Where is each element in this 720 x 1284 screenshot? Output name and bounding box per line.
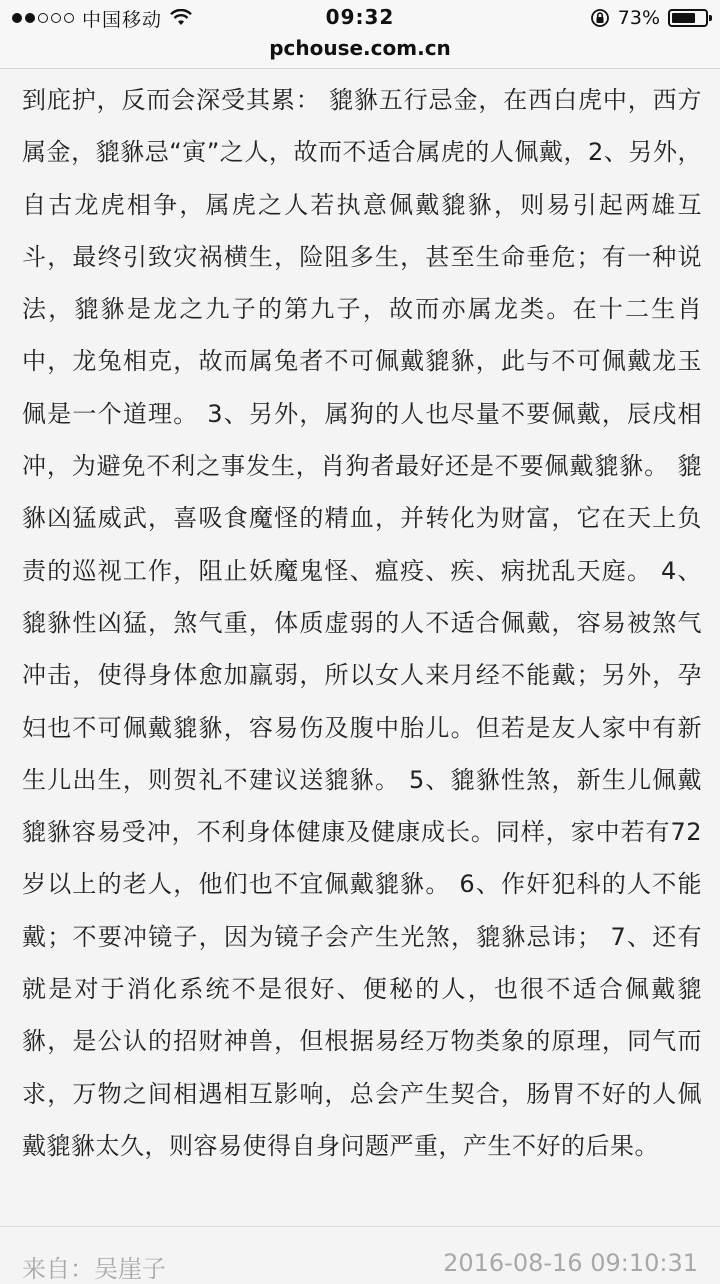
status-bar <box>0 0 720 36</box>
post-timestamp: 2016-08-16 09:10:31 <box>443 1249 698 1277</box>
battery-percentage: 73% <box>617 7 660 29</box>
url-text: pchouse.com.cn <box>269 36 451 60</box>
orientation-lock-icon <box>590 8 610 28</box>
post-footer <box>0 1226 720 1281</box>
status-right <box>590 6 708 30</box>
author-source[interactable]: 来自：吴崖子 <box>22 1255 166 1283</box>
carrier-name: 中国移动 <box>82 8 163 31</box>
article-body <box>22 74 702 1172</box>
address-bar[interactable] <box>0 36 720 69</box>
clock: 09:32 <box>325 5 395 29</box>
article-text: 到庇护，反而会深受其累： 貔貅五行忌金，在西白虎中，西方属金，貔貅忌“寅”之人，故而不适合属虎的人佩戴，2、另外，自古龙虎相争，属虎之人若执意佩戴貔貅，则易引起两雄互斗，最终引致灾祸横生，险阻多生，甚至生命垂危；有一种说法，貔貅是龙之九子的第九子，故而亦属龙类。在十二生肖中，龙兔相克，故而属兔者不可佩戴貔貅，此与不可佩戴龙玉佩是一个道理。 3、另外，属狗的人也尽量不要佩戴，辰戌相冲，为避免不利之事发生，肖狗者最好还是不要佩戴貔貅。 貔貅凶猛威武，喜吸食魔怪的精血，并转化为财富，它在天上负责的巡视工作，阻止妖魔鬼怪、瘟疫、疾、病扰乱天庭。 4、貔貅性凶猛，煞气重，体质虚弱的人不适合佩戴，容易被煞气冲击，使得身体愈加羸弱，所以女人来月经不能戴；另外，孕妇也不可佩戴貔貅，容易伤及腹中胎儿。但若是友人家中有新生儿出生，则贺礼不建议送貔貅。 5、貔貅性煞，新生儿佩戴貔貅容易受冲，不利身体健康及健康成长。同样，家中若有72岁以上的老人，他们也不宜佩戴貔貅。 6、作奸犯科的人不能戴；不要冲镜子，因为镜子会产生光煞，貔貅忌讳； 7、还有就是对于消化系统不是很好、便秘的人，也很不适合佩戴貔貅，是公认的招财神兽，但根据易经万物类象的原理，同气而求，万物之间相遇相互影响，总会产生契合，肠胃不好的人佩戴貔貅太久，则容易使得自身问题严重，产生不好的后果。 <box>22 86 702 1160</box>
battery-icon <box>668 9 708 27</box>
